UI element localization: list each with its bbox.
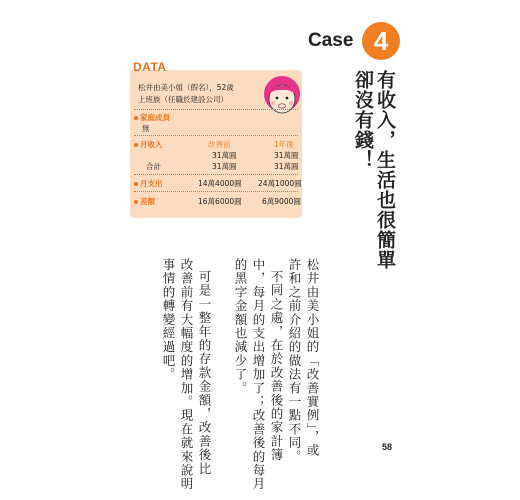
page-number: 58 [382,442,393,452]
case-label: Case [308,30,354,51]
woman-avatar-icon [262,74,302,118]
income-total-before: 31萬圓 [212,162,237,171]
income-after: 31萬圓 [274,151,299,160]
expense-after: 24萬1000圓 [258,179,302,188]
income-heading: 月收入 [134,139,163,150]
bullet-icon [134,143,138,147]
body-text-column: 許和之前介紹的做法有一點不同。 [287,258,302,464]
income-total-label: 合計 [146,162,161,171]
expense-heading: 月支出 [134,178,163,189]
family-heading: 家庭成員 [134,112,170,123]
divider [134,191,298,192]
income-before: 31萬圓 [212,151,237,160]
body-text-column: 中，每月的支出增加了；改善後的每月 [251,258,266,491]
divider [134,135,298,136]
person-occupation: 上班族（任職於建設公司） [138,95,228,104]
body-text-column: 松井由美小姐的「改善實例」，或 [305,258,320,458]
bullet-icon [134,182,138,186]
body-text-column: 不同之處，在於改善後的家計簿 [269,270,284,462]
income-total-after: 31萬圓 [274,162,299,171]
person-name-age: 松井由美小姐（假名），52歲 [138,83,234,92]
column-after-header: 1年後 [274,140,294,149]
body-text-column: 改善前有大幅度的增加。現在就來說明 [179,258,194,491]
chapter-title-line-2: 卻沒有錢！ [352,70,374,170]
chapter-title-line-1: 有收入，生活也很簡單 [374,70,396,270]
data-panel-label: DATA [133,60,167,74]
divider [134,174,298,175]
body-text-column: 的黑字金額也減少了。 [233,258,248,395]
balance-after: 6萬9000圓 [262,197,301,206]
column-before-header: 改善前 [208,140,231,149]
case-number-badge: 4 [362,22,400,60]
family-value: 無 [142,124,150,133]
bullet-icon [134,200,138,204]
balance-heading: 差額 [134,196,155,207]
balance-before: 16萬6000圓 [198,197,242,206]
body-text-column: 事情的轉變經過吧。 [161,258,176,382]
divider [134,109,298,110]
expense-before: 14萬4000圓 [198,179,242,188]
body-text-column: 可是一整年的存款金額，改善後比 [197,270,212,476]
bullet-icon [134,116,138,120]
